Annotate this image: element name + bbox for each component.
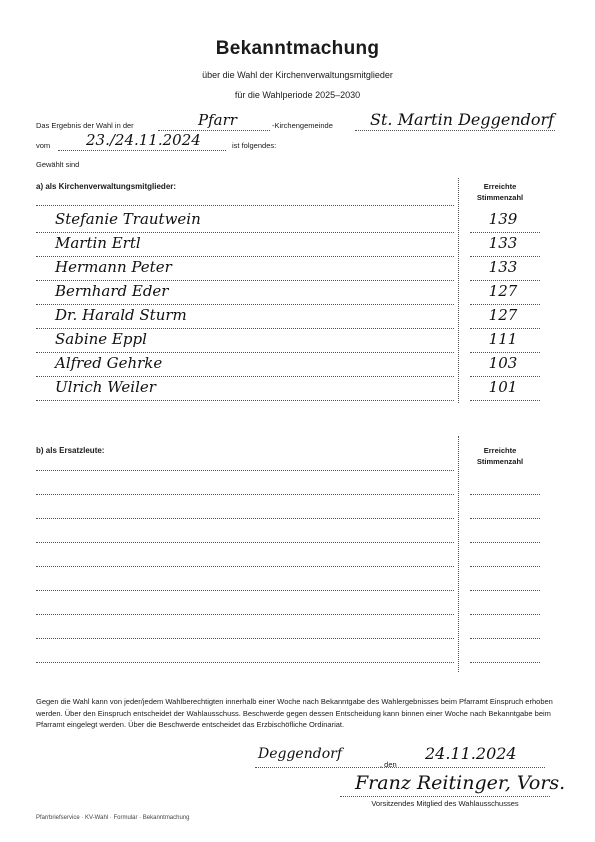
member-row-line (36, 352, 454, 353)
votes-row-line (470, 304, 540, 305)
member-votes: 133 (488, 234, 518, 252)
member-votes: 101 (488, 378, 518, 396)
member-votes: 139 (488, 210, 518, 228)
section-a-votes-header (462, 181, 538, 203)
member-name: Sabine Eppl (55, 330, 147, 348)
signature-place: Deggendorf (258, 746, 342, 762)
section-a-header-line (36, 205, 454, 206)
substitute-votes-line (470, 518, 540, 519)
date-line (58, 150, 226, 151)
church-label: -Kirchengemeinde (272, 121, 333, 130)
votes-row-line (470, 256, 540, 257)
substitute-row-line (36, 638, 454, 639)
member-votes: 103 (488, 354, 518, 372)
document-subtitle: über die Wahl der Kirchenverwaltungsmitglieder (202, 70, 393, 80)
votes-row-line (470, 280, 540, 281)
substitute-row-line (36, 542, 454, 543)
signature-line (340, 796, 550, 797)
votes-row-line (470, 400, 540, 401)
votes-row-line (470, 352, 540, 353)
substitute-votes-line (470, 662, 540, 663)
election-date-handwritten: 23./24.11.2024 (86, 131, 201, 149)
substitute-votes-line (470, 566, 540, 567)
member-row-line (36, 400, 454, 401)
substitute-votes-line (470, 494, 540, 495)
election-period: für die Wahlperiode 2025–2030 (234, 90, 361, 100)
parish-type-handwritten: Pfarr (198, 111, 237, 129)
member-row-line (36, 232, 454, 233)
member-name: Martin Ertl (55, 234, 141, 252)
member-row-line (36, 376, 454, 377)
member-row-line (36, 304, 454, 305)
substitute-row-line (36, 518, 454, 519)
member-row-line (36, 280, 454, 281)
section-b-header-line (36, 470, 454, 471)
substitute-votes-line (470, 638, 540, 639)
signature-date-line (255, 767, 545, 768)
section-b-label: b) als Ersatzleute: (36, 446, 105, 455)
substitute-votes-line (470, 542, 540, 543)
church-name-handwritten: St. Martin Deggendorf (370, 110, 555, 129)
signature-caption: Vorsitzendes Mitglied des Wahlausschusses (371, 799, 519, 808)
member-row-line (36, 328, 454, 329)
section-a-votes-header-line2: Stimmenzahl (476, 193, 524, 202)
member-votes: 133 (488, 258, 518, 276)
section-a-votes-header-line1: Erreichte (483, 182, 517, 191)
member-name: Hermann Peter (55, 258, 172, 276)
member-name: Dr. Harald Sturm (55, 306, 187, 324)
member-votes: 111 (488, 330, 518, 348)
date-prefix: vom (36, 141, 51, 150)
substitute-row-line (36, 494, 454, 495)
section-b-votes-header (462, 445, 538, 467)
votes-row-line (470, 328, 540, 329)
section-a-column-divider (458, 178, 459, 403)
church-name-line (355, 130, 555, 131)
section-b-votes-header-line1: Erreichte (483, 446, 517, 455)
section-b-column-divider (458, 436, 459, 672)
signature-handwritten: Franz Reitinger, Vors. (355, 772, 566, 794)
document-title: Bekanntmachung (215, 38, 380, 59)
substitute-row-line (36, 614, 454, 615)
votes-row-line (470, 232, 540, 233)
date-suffix: ist folgendes: (232, 141, 277, 150)
signature-den-label: , den (380, 760, 397, 769)
substitute-votes-line (470, 590, 540, 591)
member-votes: 127 (488, 306, 518, 324)
substitute-votes-line (470, 614, 540, 615)
substitute-row-line (36, 590, 454, 591)
member-name: Ulrich Weiler (55, 378, 156, 396)
elected-label: Gewählt sind (36, 160, 80, 169)
section-b-votes-header-line2: Stimmenzahl (476, 457, 524, 466)
member-votes: 127 (488, 282, 518, 300)
substitute-row-line (36, 566, 454, 567)
signature-date: 24.11.2024 (425, 744, 517, 763)
result-prefix: Das Ergebnis der Wahl in der (36, 121, 134, 130)
member-name: Alfred Gehrke (55, 354, 163, 372)
section-a-label: a) als Kirchenverwaltungsmitglieder: (36, 182, 177, 191)
form-footer: Pfarrbriefservice · KV-Wahl · Formular · Bekanntmachung (36, 815, 190, 821)
votes-row-line (470, 376, 540, 377)
member-row-line (36, 256, 454, 257)
substitute-row-line (36, 662, 454, 663)
legal-notice: Gegen die Wahl kann von jeder/jedem Wahlberechtigten innerhalb einer Woche nach Bekanntgabe des Wahlergebnisses beim Pfarramt Einspruch erhoben werden. Über den Einspruch entscheidet der Wahlausschuss. Beschwerde gegen dessen Entscheidung kann binnen einer Woche nach Bekanntgabe beim Pfarramt eingelegt werden. Über die Beschwerde entscheidet das Erzbischöfliche Ordinariat. (36, 697, 553, 729)
member-name: Stefanie Trautwein (55, 210, 201, 228)
member-name: Bernhard Eder (55, 282, 169, 300)
